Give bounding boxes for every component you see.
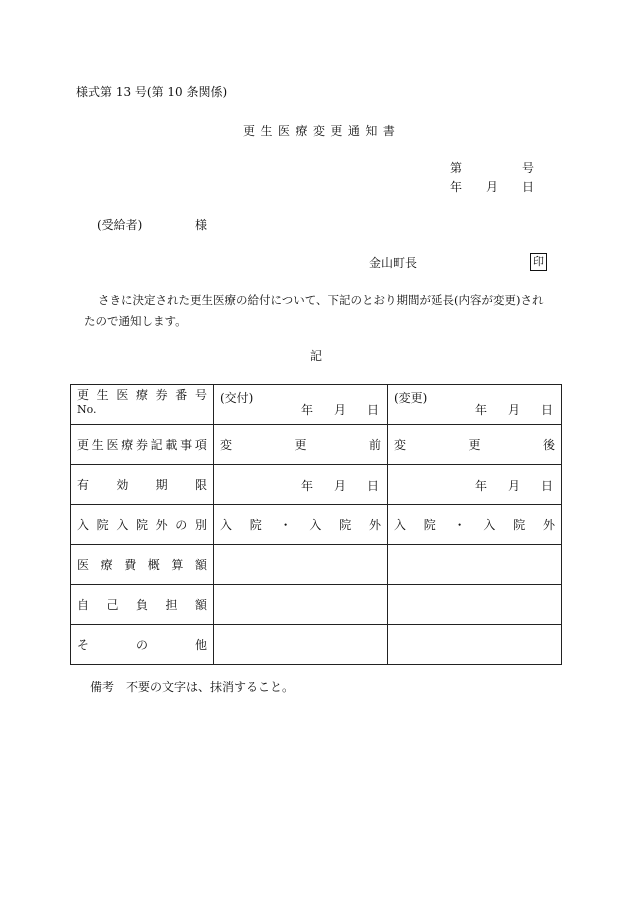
- form-number: 様式第 13 号(第 10 条関係): [76, 85, 228, 99]
- copay-after-cell: [388, 585, 562, 625]
- inpatient-before: 入 院 ・ 入 院 外: [220, 518, 381, 532]
- changed-date: 年 月 日: [475, 403, 553, 417]
- row-medical-cost-label: [71, 545, 214, 585]
- ticket-items-label: 更 生 医 療 券 記 載 事 項: [77, 438, 207, 452]
- changed-cell: [388, 385, 562, 425]
- validity-after-cell: [388, 465, 562, 505]
- medical-cost-after-cell: [388, 545, 562, 585]
- row-copay-label: [71, 585, 214, 625]
- issuer-name: 金山町長: [369, 256, 418, 270]
- other-after-cell: [388, 625, 562, 665]
- issued-cell: [214, 385, 388, 425]
- copay-before-cell: [214, 585, 388, 625]
- inpatient-label: 入 院 入 院 外 の 別: [77, 518, 207, 532]
- issued-date: 年 月 日: [301, 403, 379, 417]
- row-validity-label: [71, 465, 214, 505]
- doc-number-suffix: 号: [522, 161, 535, 175]
- other-label: そ の 他: [77, 638, 207, 652]
- body-text-line-1: さきに決定された更生医療の給付について、下記のとおり期間が延長(内容が変更)され: [98, 293, 544, 307]
- inpatient-after-cell: [388, 505, 562, 545]
- other-before-cell: [214, 625, 388, 665]
- copay-label: 自 己 負 担 額: [77, 598, 207, 612]
- ki-heading: 記: [310, 349, 323, 363]
- remarks-note: 備考 不要の文字は、抹消すること。: [90, 680, 295, 694]
- inpatient-before-cell: [214, 505, 388, 545]
- inpatient-after: 入 院 ・ 入 院 外: [394, 518, 555, 532]
- after-change-cell: [388, 425, 562, 465]
- validity-label: 有 効 期 限: [77, 478, 207, 492]
- change-details-table: [70, 384, 562, 665]
- recipient-honorific: 様: [195, 218, 208, 232]
- medical-cost-before-cell: [214, 545, 388, 585]
- issue-date-month: 月: [486, 180, 499, 194]
- row-inpatient-label: [71, 505, 214, 545]
- row-other-label: [71, 625, 214, 665]
- recipient-label: (受給者): [97, 218, 143, 232]
- issue-date-year: 年: [450, 180, 463, 194]
- issued-caption: (交付): [220, 391, 254, 405]
- medical-cost-label: 医 療 費 概 算 額: [77, 558, 207, 572]
- before-change-cell: [214, 425, 388, 465]
- seal-stamp: 印: [530, 253, 547, 271]
- document-title: 更 生 医 療 変 更 通 知 書: [243, 124, 395, 138]
- ticket-number-label: 更 生 医 療 券 番 号: [77, 387, 207, 402]
- changed-caption: (変更): [394, 391, 428, 405]
- issue-date-day: 日: [522, 180, 535, 194]
- validity-before-date: 年 月 日: [301, 479, 379, 493]
- validity-after-date: 年 月 日: [475, 479, 553, 493]
- after-change: 変 更 後: [394, 438, 555, 452]
- doc-number-prefix: 第: [450, 161, 463, 175]
- validity-before-cell: [214, 465, 388, 505]
- row-ticket-number-label: [71, 385, 214, 425]
- body-text-line-2: たので通知します。: [84, 314, 187, 328]
- ticket-number-no: No.: [77, 403, 97, 416]
- row-ticket-items-label: [71, 425, 214, 465]
- before-change: 変 更 前: [220, 438, 381, 452]
